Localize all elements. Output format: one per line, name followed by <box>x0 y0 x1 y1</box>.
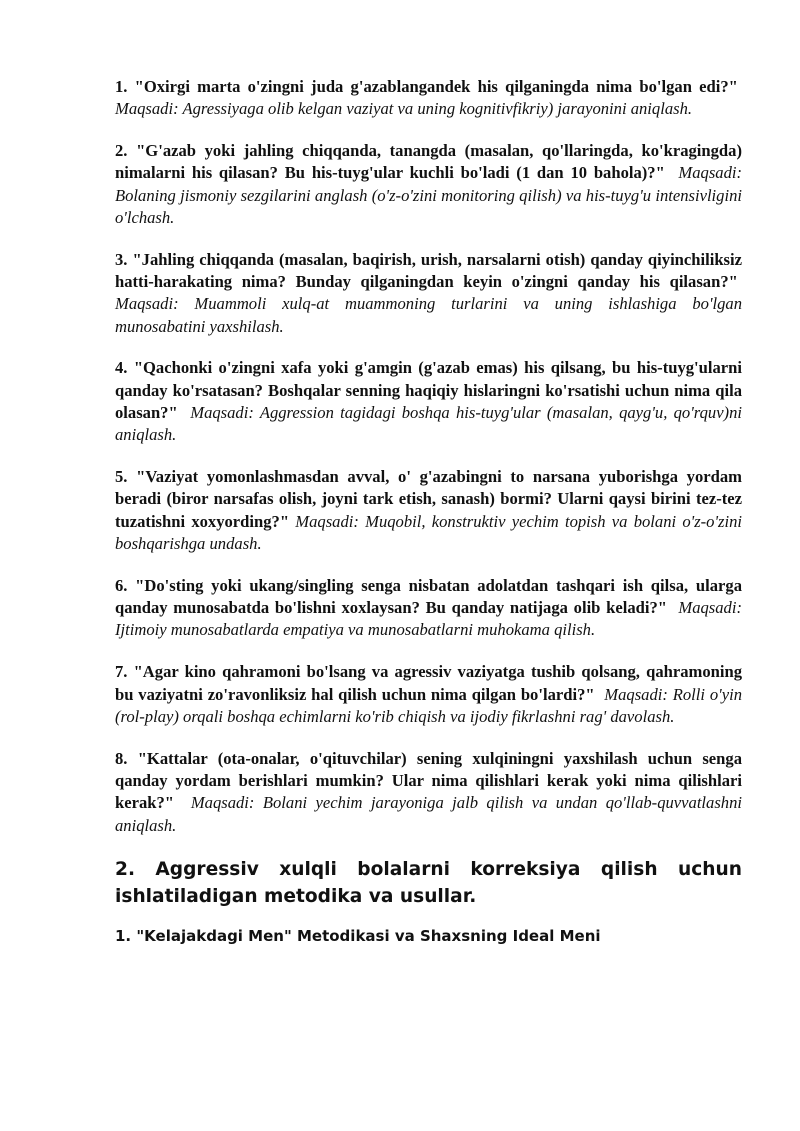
purpose-text: Maqsadi: Bolani yechim jarayoniga jalb qilish va undan qo'llab-quvvatlashni aniqlash. <box>115 793 742 835</box>
purpose-text: Maqsadi: Rolli o'yin (rol-play) orqali boshqa echimlarni ko'rib chiqish va ijodiy fikrlashni rag' davolash. <box>115 684 742 726</box>
question-text: 4. "Qachonki o'zingni xafa yoki g'amgin (g'azab emas) his qilsang, bu his-tuyg'ularni qanday ko'rsatasan? Boshqalar senning haqiqiy hislaringni ko'rsatishi uchun nima qila olasan?" <box>115 358 742 423</box>
purpose-text: Maqsadi: Bolaning jismoniy sezgilarini anglash (o'z-o'zini monitoring qilish) va his-tuyg'u intensivligini o'lchash. <box>115 163 743 227</box>
question-text: 5. "Vaziyat yomonlashmasdan avval, o' g'azabingni to narsana yuborishga yordam beradi (biror narsafas olish, joyni tark etish, sanash) bormi? Ularni qaysi birini tez-tez tuzatishni xoxyording?" <box>115 467 742 531</box>
question-item <box>115 140 742 229</box>
question-item <box>115 466 742 555</box>
purpose-text: Maqsadi: Aggression tagidagi boshqa his-tuyg'ular (masalan, qayg'u, qo'rquv)ni aniqlash. <box>115 403 742 445</box>
question-item <box>115 249 742 338</box>
question-item <box>115 661 742 728</box>
question-text: 7. "Agar kino qahramoni bo'lsang va agressiv vaziyatga tushib qolsang, qahramoning bu vaziyatni zo'ravonliksiz hal qilish uchun nima qilgan bo'lardi?" <box>115 662 742 704</box>
question-item <box>115 76 742 121</box>
purpose-text: Maqsadi: Muammoli xulq-at muammoning turlarini va uning ishlashiga bo'lgan munosabatini yaxshilash. <box>115 294 742 336</box>
section-heading: 2. Aggressiv xulqli bolalarni korreksiya qilish uchun ishlatiladigan metodika va usullar. <box>115 859 742 908</box>
question-text: 3. "Jahling chiqqanda (masalan, baqirish, urish, narsalarni otish) qanday qiyinchiliksiz hatti-harakating nima? Bunday qilganingdan keyin o'zingni qanday his qilasan?" <box>115 249 742 292</box>
sub-heading: 1. "Kelajakdagi Men" Metodikasi va Shaxsning Ideal Meni <box>115 927 601 946</box>
question-item <box>115 748 742 837</box>
question-text: 1. "Oxirgi marta o'zingni juda g'azablangandek his qilganingda nima bo'lgan edi?" <box>115 77 738 96</box>
purpose-text: Maqsadi: Muqobil, konstruktiv yechim topish va bolani o'z-o'zini boshqarishga undash. <box>115 511 742 554</box>
question-text: 6. "Do'sting yoki ukang/singling senga nisbatan adolatdan tashqari ish qilsa, ularga qanday munosabatda bo'lishni xoxlaysan? Bu qanday natijaga olib keladi?" <box>115 575 742 618</box>
question-item <box>115 575 742 642</box>
question-text: 2. "G'azab yoki jahling chiqqanda, tanangda (masalan, qo'llaringda, ko'kragingda) nimalarni his qilasan? Bu his-tuyg'ular kuchli bo'ladi (1 dan 10 bahola)?" <box>115 141 742 183</box>
question-item <box>115 357 742 446</box>
question-text: 8. "Kattalar (ota-onalar, o'qituvchilar) sening xulqiningni yaxshilash uchun senga qanday yordam berishlari mumkin? Ular nima qilishlari kerak yoki nima qilishlari kerak?" <box>115 748 742 813</box>
purpose-text: Maqsadi: Ijtimoiy munosabatlarda empatiya va munosabatlarni muhokama qilish. <box>115 598 742 640</box>
purpose-text: Maqsadi: Agressiyaga olib kelgan vaziyat va uning kognitivfikriy) jarayonini aniqlash. <box>115 99 693 119</box>
